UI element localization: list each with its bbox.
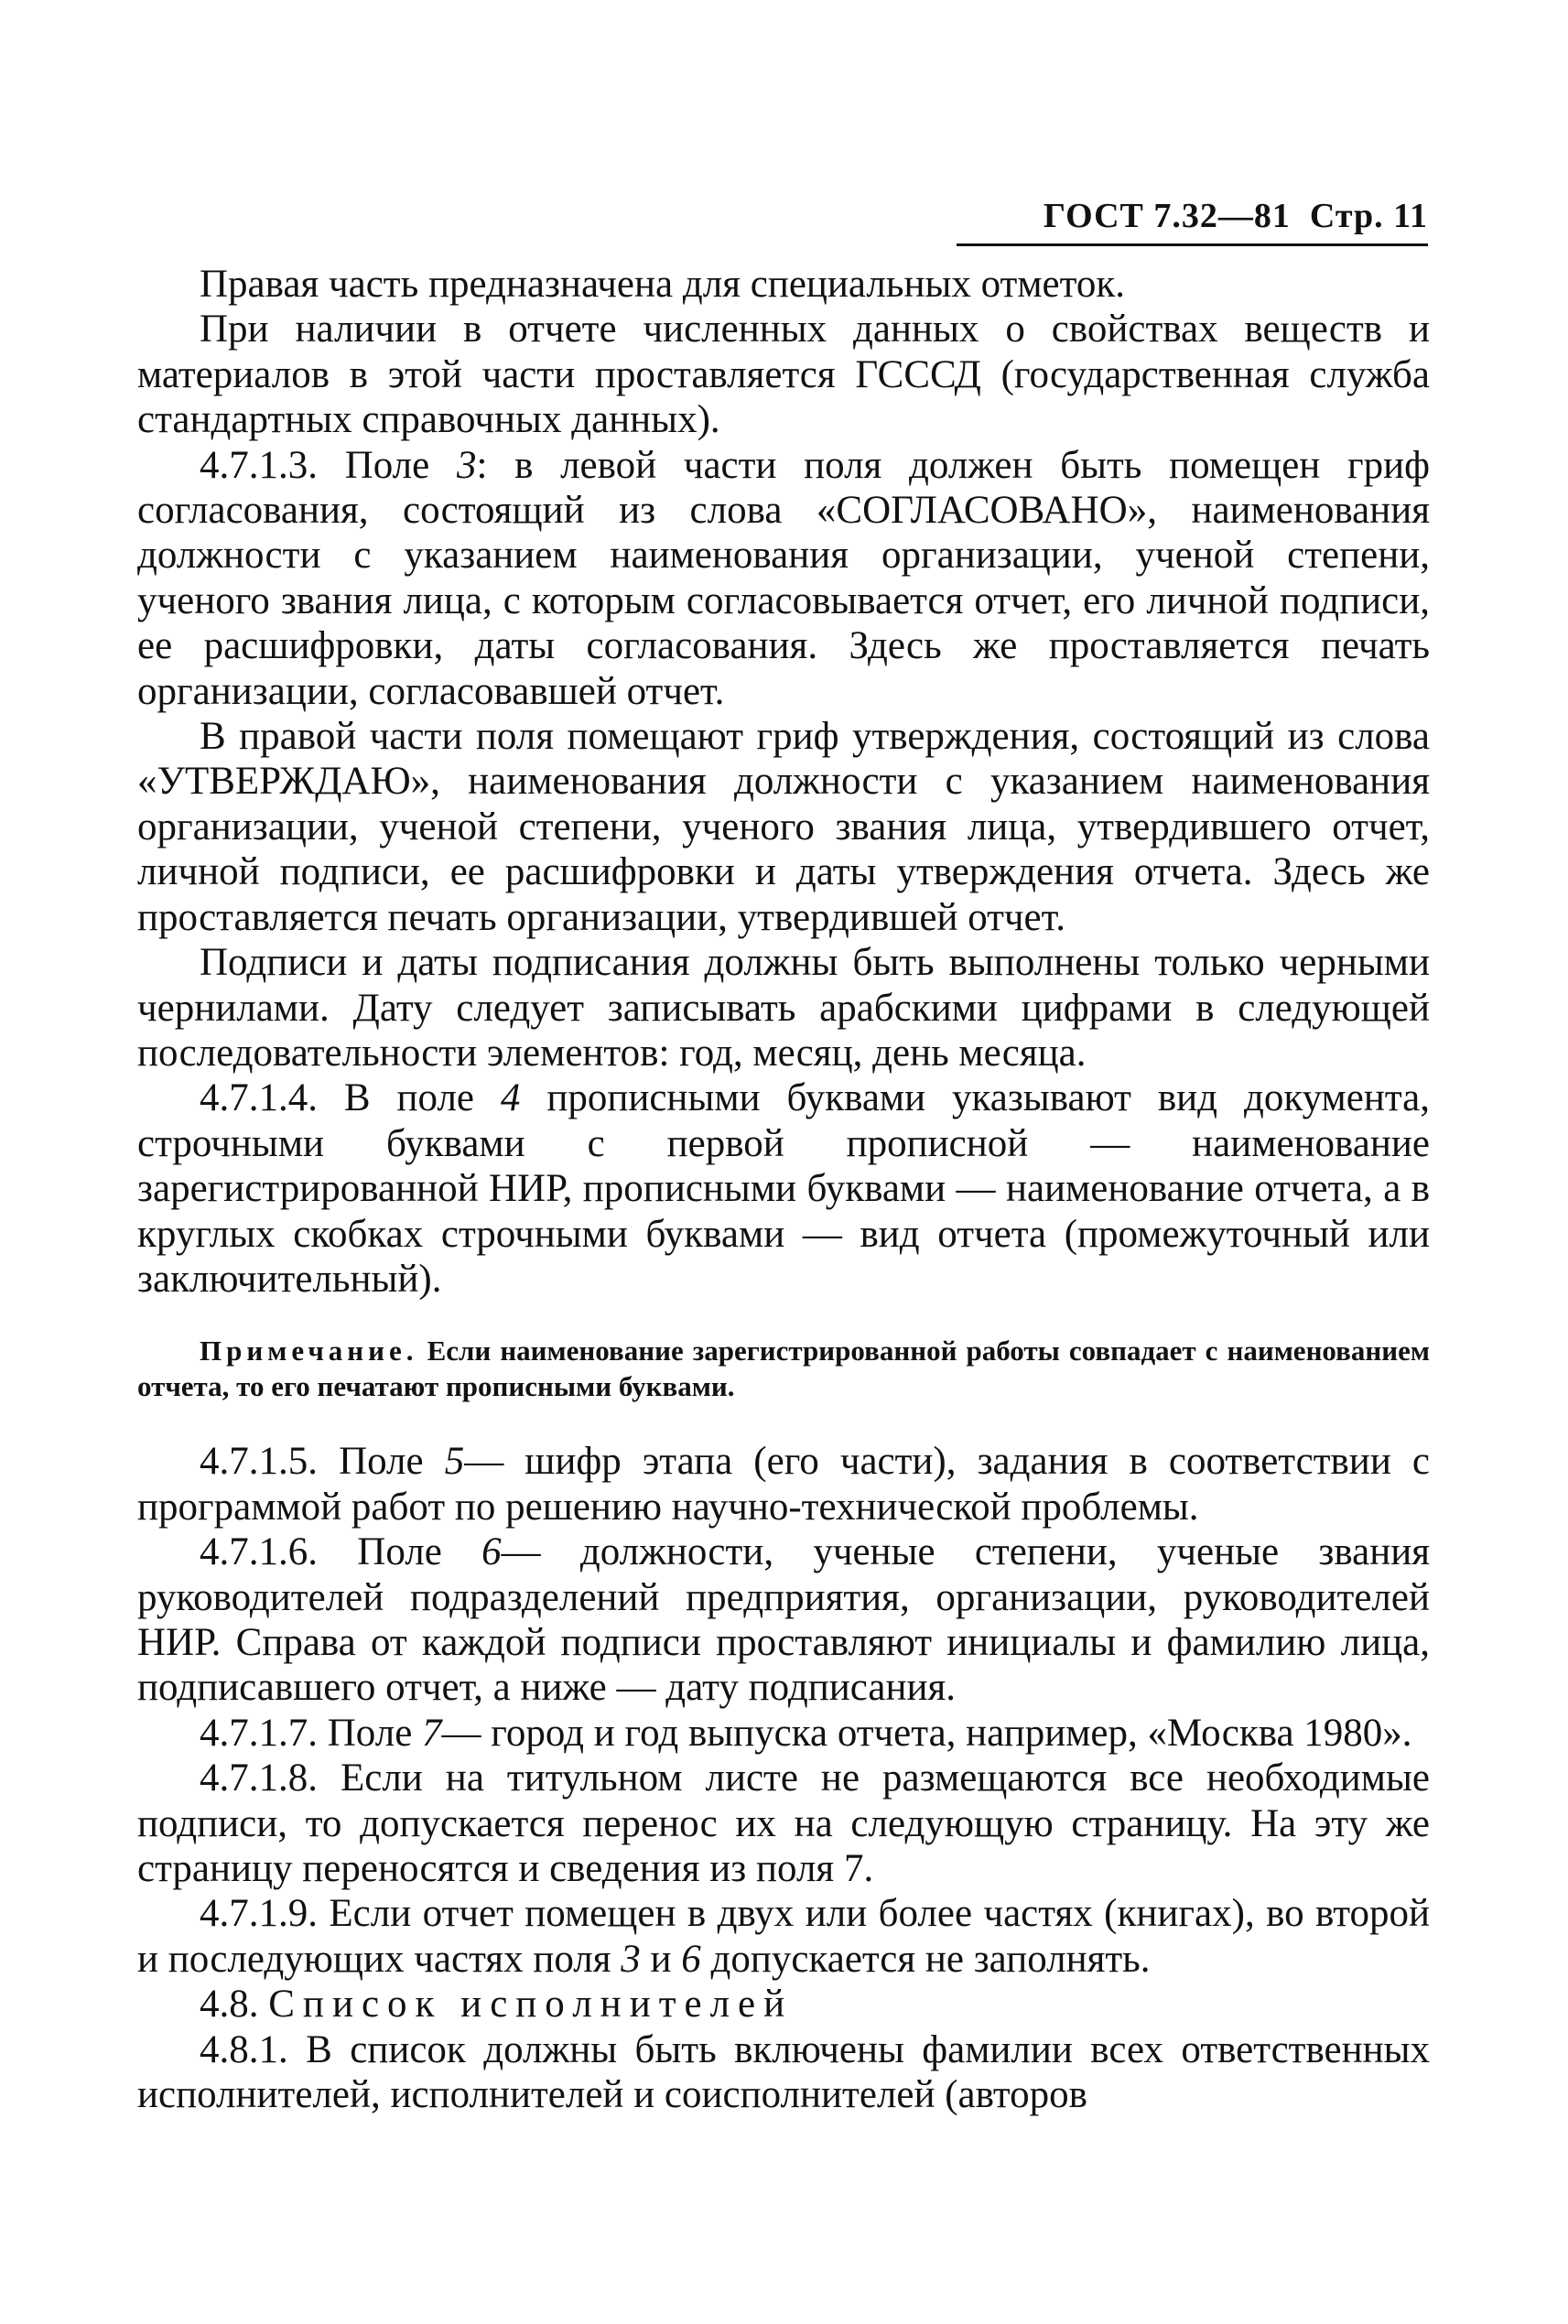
paragraph-gsssd: При наличии в отчете численных данных о свойствах веществ и материалов в этой части проставляется ГСССД (государственная служба стандартных справочных данных). <box>137 308 1430 442</box>
paragraph-approval: В правой части поля помещают гриф утверждения, состоящий из слова «УТВЕРЖДАЮ», наименования должности с указанием наименования организации, ученой степени, ученого звания лица, утвердившего отчет, личной подписи, ее расшифровки и даты утверждения отчета. Здесь же проставляется печать организации, утвердившей отчет. <box>137 715 1430 939</box>
section-heading: 4.8. Список исполнителей <box>200 1983 794 2027</box>
note <box>137 1333 1430 1404</box>
paragraph-signatures: Подписи и даты подписания должны быть выполнены только черными чернилами. Дату следует записывать арабскими цифрами в следующей последовательности элементов: год, месяц, день месяца. <box>137 941 1430 1075</box>
paragraph-4-7-1-7: 4.7.1.7. Поле 7— город и год выпуска отчета, например, «Москва 1980». <box>200 1711 1412 1755</box>
paragraph-4-7-1-3: 4.7.1.3. Поле 3: в левой части поля должен быть помещен гриф согласования, состоящий из слова «СОГЛАСОВАНО», наименования должности с указанием наименования организации, ученой степени, ученого звания лица, с которым согласовывается отчет, его личной подписи, ее расшифровки, даты согласования. Здесь же проставляется печать организации, согласовавшей отчет. <box>137 443 1431 713</box>
header-rule <box>957 243 1428 246</box>
standard-number: ГОСТ 7.32—81 <box>1043 197 1291 235</box>
section-title: Список исполнителей <box>268 1983 794 2027</box>
document-body <box>137 262 1430 2117</box>
paragraph-right-part: Правая часть предназначена для специальных отметок. <box>200 263 1126 306</box>
page-number: Стр. 11 <box>1309 197 1428 235</box>
paragraph-4-7-1-5: 4.7.1.5. Поле 5— шифр этапа (его части), задания в соответствии с программой работ по решению научно-технической проблемы. <box>137 1440 1430 1529</box>
paragraph-4-7-1-9: 4.7.1.9. Если отчет помещен в двух или более частях (книгах), во второй и последующих частях поля 3 и 6 допускается не заполнять. <box>137 1892 1430 1981</box>
paragraph-4-7-1-6: 4.7.1.6. Поле 6— должности, ученые степени, ученые звания руководителей подразделений предприятия, организации, руководителей НИР. Справа от каждой подписи проставляют инициалы и фамилию лица, подписавшего отчет, а ниже — дату подписания. <box>137 1530 1431 1710</box>
page-header <box>952 196 1428 236</box>
paragraph-4-7-1-4: 4.7.1.4. В поле 4 прописными буквами указывают вид документа, строчными буквами с первой прописной — наименование зарегистрированной НИР, прописными буквами — наименование отчета, а в круглых скобках строчными буквами — вид отчета (промежуточный или заключительный). <box>137 1076 1430 1301</box>
note-label: Примечание. <box>200 1335 418 1367</box>
paragraph-4-7-1-8: 4.7.1.8. Если на титульном листе не размещаются все необходимые подписи, то допускается перенос их на следующую страницу. На эту же страницу переносятся и сведения из поля 7. <box>137 1757 1430 1890</box>
paragraph-4-8-1: 4.8.1. В список должны быть включены фамилии всех ответственных исполнителей, исполнителей и соисполнителей (авторов <box>137 2027 1430 2117</box>
note-text: Если наименование зарегистрированной работы совпадает с наименованием отчета, то его печатают прописными буквами. <box>137 1335 1430 1403</box>
